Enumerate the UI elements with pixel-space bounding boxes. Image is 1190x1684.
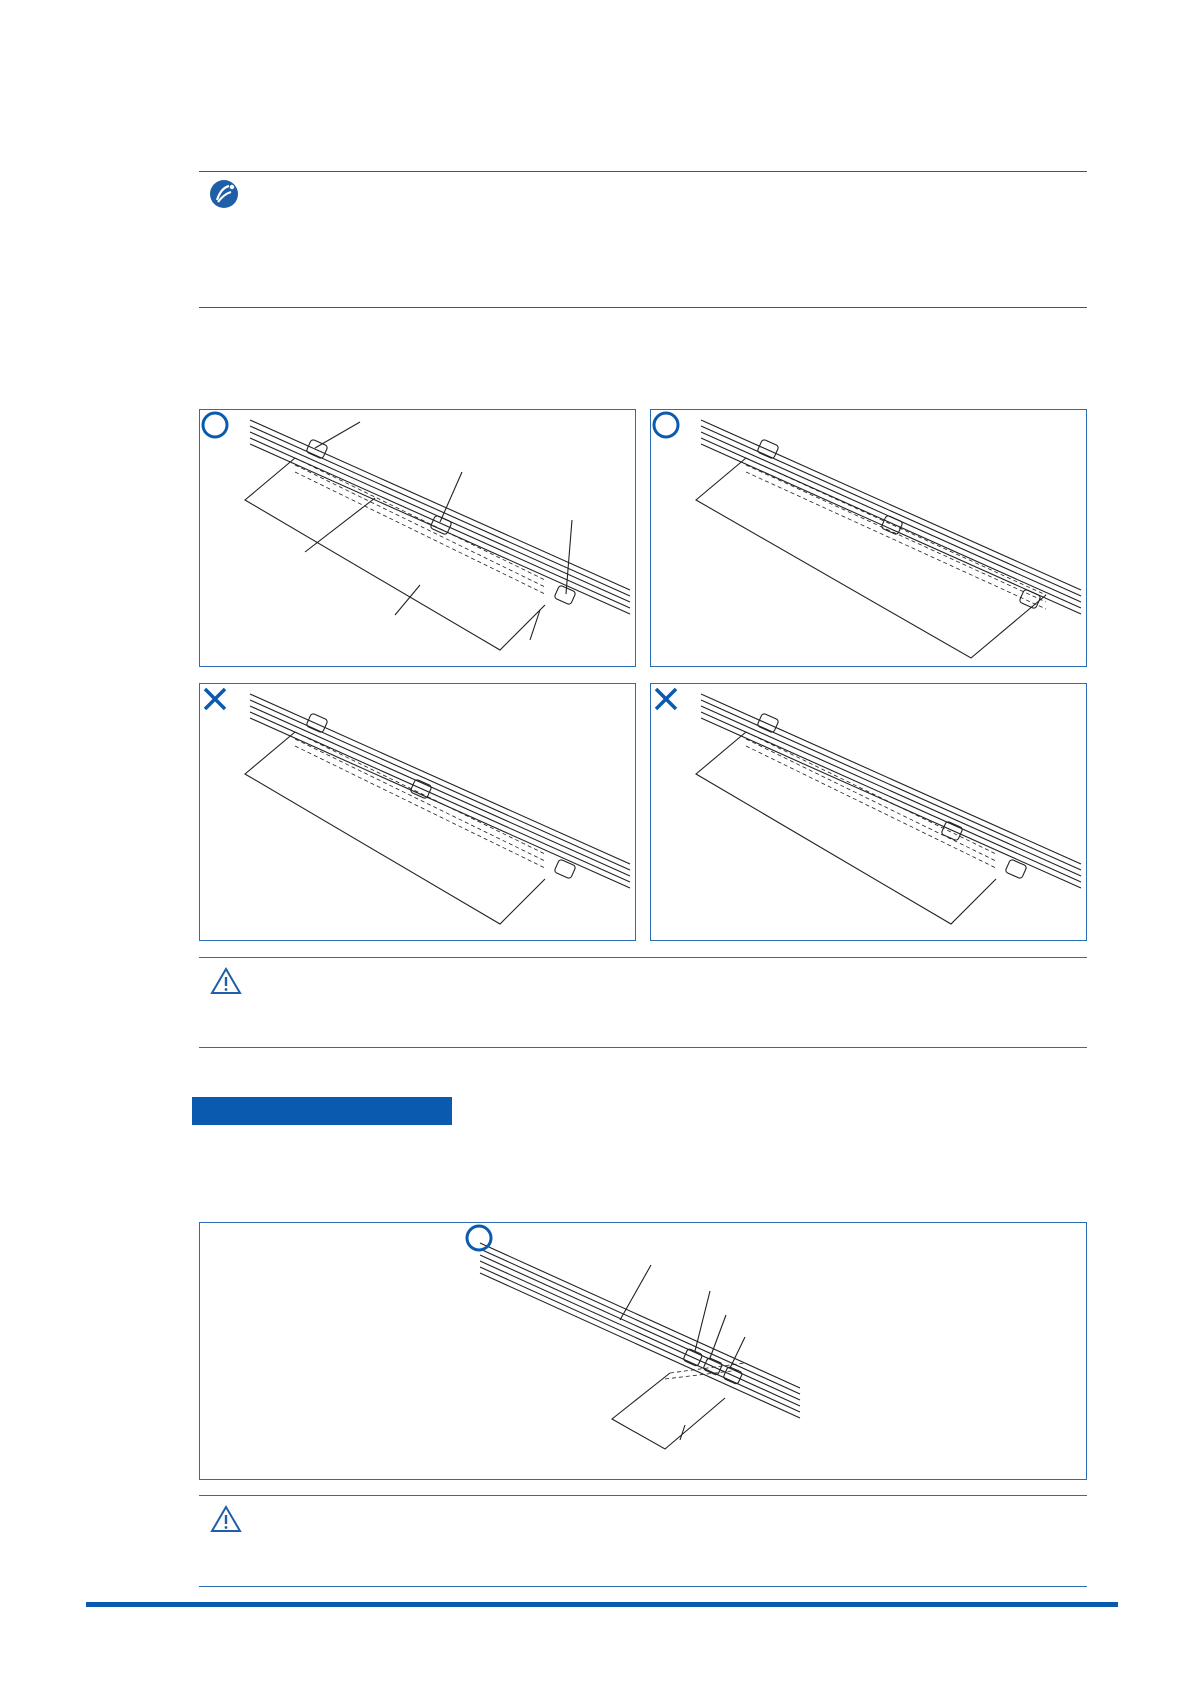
- figure-c-incorrect: [199, 683, 636, 941]
- note-top-rule: [199, 171, 1087, 172]
- plotter-illustration: [200, 410, 637, 668]
- warning-2-bottom-rule: [199, 1586, 1087, 1587]
- warning-triangle-icon: [210, 967, 242, 995]
- warning-1-top-rule: [199, 957, 1087, 958]
- section-heading-bar: [192, 1097, 452, 1125]
- figure-b-correct: [650, 409, 1087, 667]
- circle-correct-icon: [464, 1223, 494, 1253]
- figure-a-correct: [199, 409, 636, 667]
- plotter-illustration: [200, 684, 637, 942]
- figure-e-correct: [199, 1222, 1087, 1480]
- warning-2-top-rule: [199, 1495, 1087, 1496]
- plotter-illustration: [651, 410, 1088, 668]
- note-icon: [208, 178, 240, 210]
- figure-d-incorrect: [650, 683, 1087, 941]
- cross-incorrect-icon: [200, 684, 230, 714]
- warning-triangle-icon: [210, 1505, 242, 1533]
- warning-1-bottom-rule: [199, 1047, 1087, 1048]
- note-bottom-rule: [199, 307, 1087, 308]
- plotter-illustration: [200, 1223, 1088, 1481]
- circle-correct-icon: [200, 410, 230, 440]
- footer-bar: [86, 1602, 1118, 1607]
- cross-incorrect-icon: [651, 684, 681, 714]
- circle-correct-icon: [651, 410, 681, 440]
- plotter-illustration: [651, 684, 1088, 942]
